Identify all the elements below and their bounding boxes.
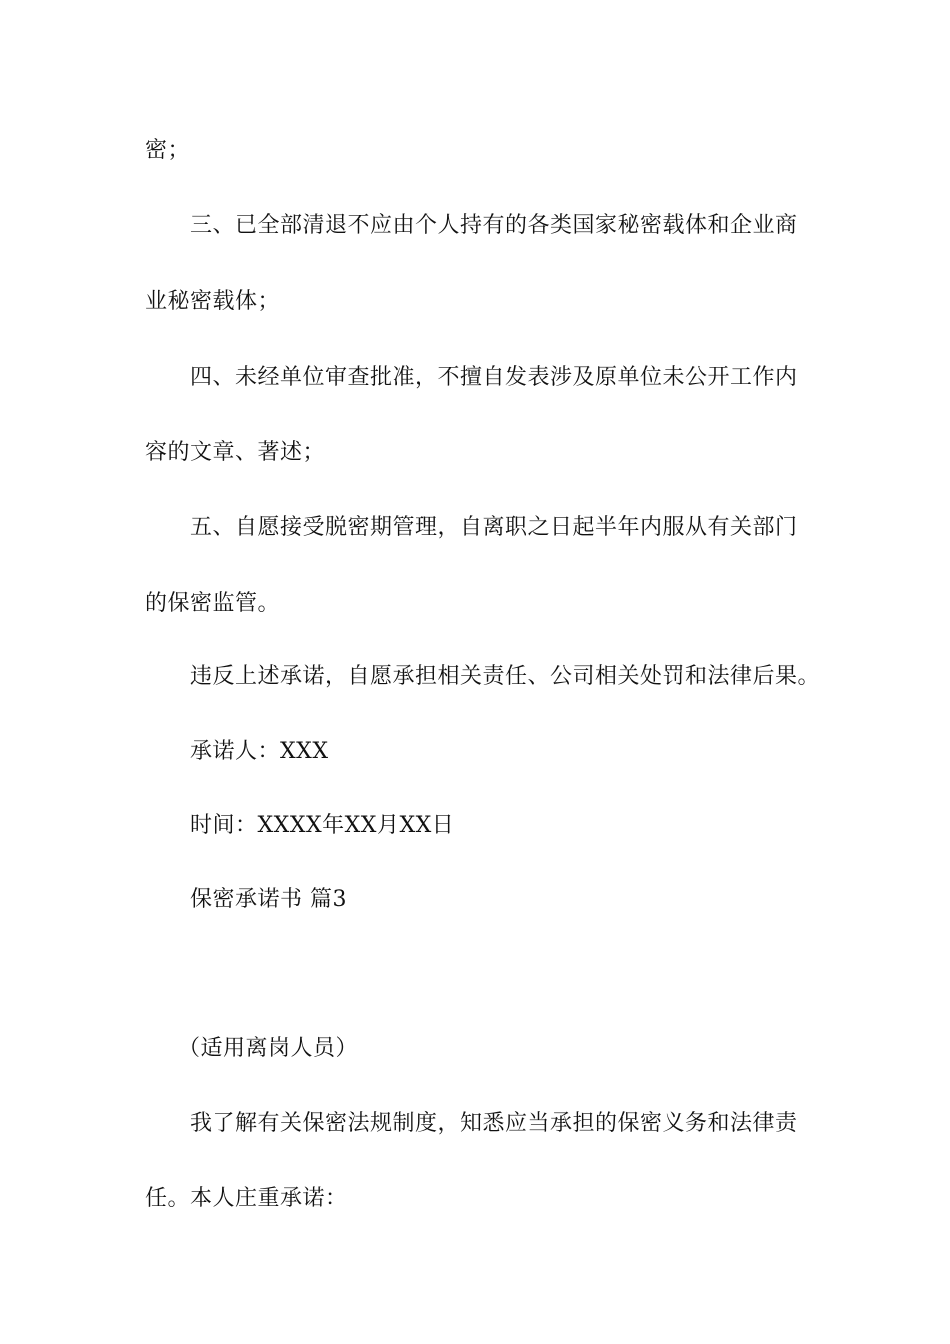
text-line: 容的文章、著述； [145, 440, 326, 465]
text-line: 四、未经单位审查批准，不擅自发表涉及原单位未公开工作内 [190, 365, 798, 390]
text-line: 我了解有关保密法规制度，知悉应当承担的保密义务和法律责 [190, 1111, 798, 1136]
section-subtitle: （适用离岗人员） [178, 1036, 359, 1061]
promisor-line: 承诺人：XXX [190, 739, 329, 764]
text-line: 任。本人庄重承诺： [145, 1186, 348, 1211]
text-line: 违反上述承诺，自愿承担相关责任、公司相关处罚和法律后果。 [190, 664, 821, 689]
text-line: 的保密监管。 [145, 591, 281, 616]
date-line: 时间：XXXX年XX月XX日 [190, 813, 455, 838]
text-line: 密； [145, 138, 191, 163]
text-line: 三、已全部清退不应由个人持有的各类国家秘密载体和企业商 [190, 213, 798, 238]
section-title: 保密承诺书 篇3 [190, 887, 347, 912]
text-line: 业秘密载体； [145, 289, 281, 314]
text-line: 五、自愿接受脱密期管理，自离职之日起半年内服从有关部门 [190, 515, 798, 540]
